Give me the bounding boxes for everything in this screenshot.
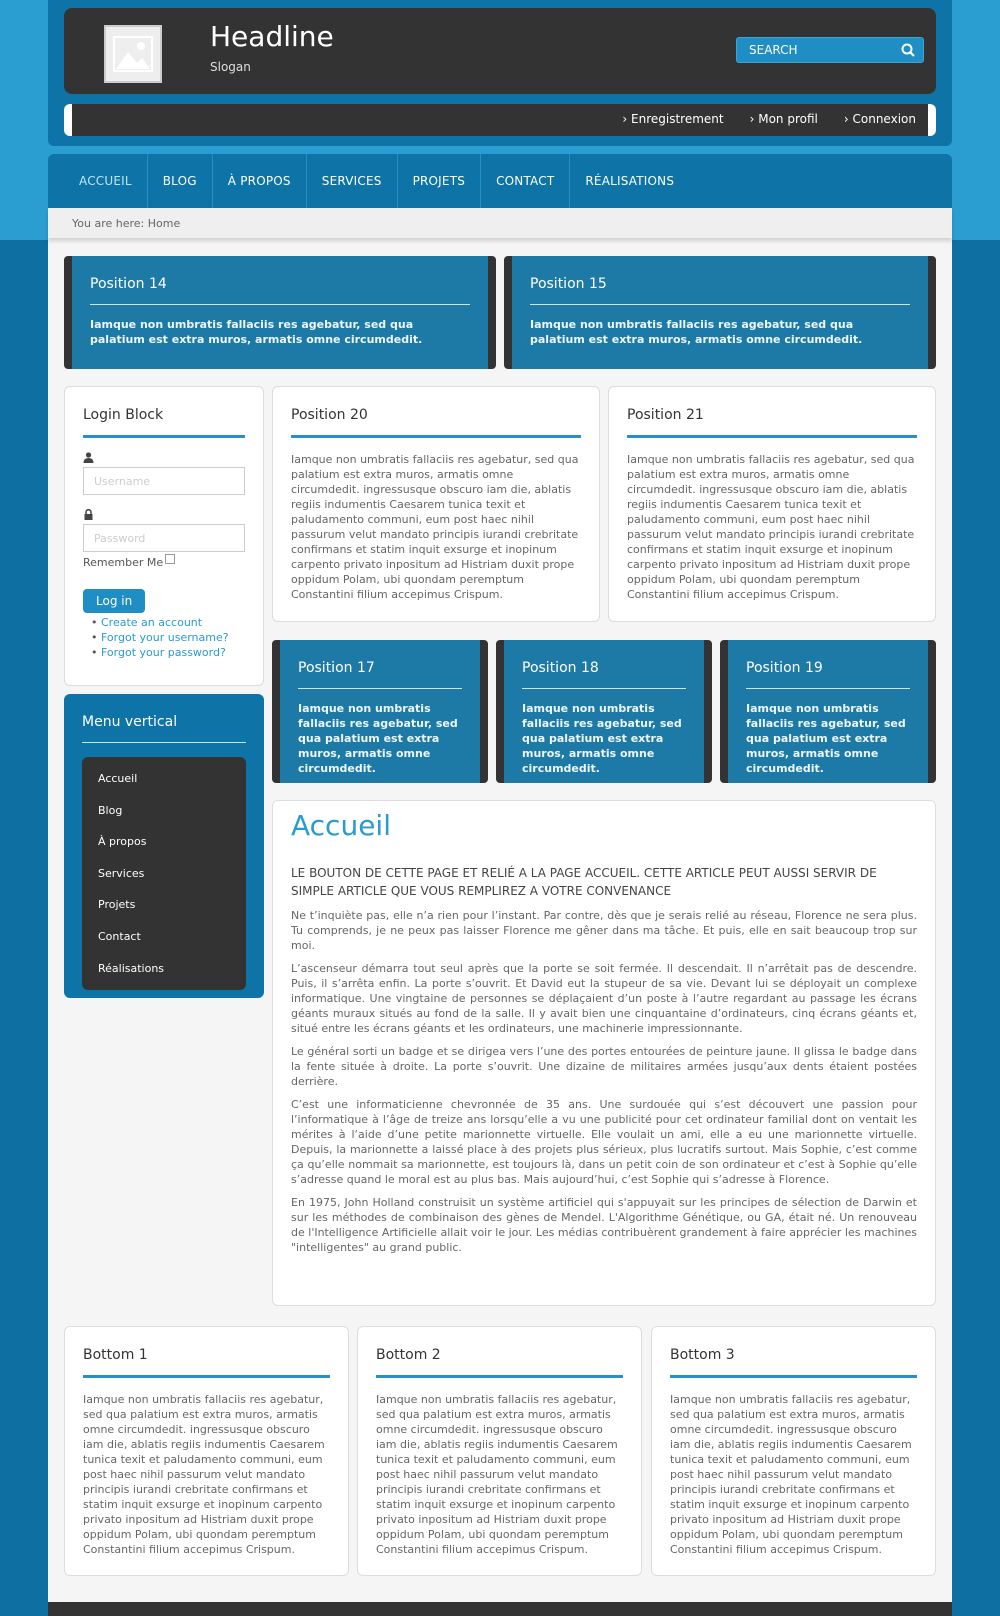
nav-item-services[interactable]: SERVICES <box>307 154 398 208</box>
breadcrumb-home: Home <box>147 217 181 230</box>
main-nav <box>48 154 952 208</box>
nav-item-contact[interactable]: CONTACT <box>481 154 570 208</box>
position-text: Iamque non umbratis fallaciis res agebatur, sed qua palatium est extra muros, armatis omne circumdedit. ingressusque obscuro iam die, ablatis regiis indumentis Caesarem tunica texit et paludamento communi, eum post haec nihil passurum velut mandato principis iurandi crebritate confirmans et statim inquit exsurge et inopinum carpento privato inpositum ad Histriam duxit prope oppidum Polam, ubi quondam peremptum Constantini filium accepimus Crispum. <box>291 453 579 601</box>
forgot-password-link[interactable]: • Forgot your password? <box>83 645 245 660</box>
bottom-3 <box>651 1326 936 1576</box>
lock-icon <box>83 509 94 520</box>
site-slogan: Slogan <box>210 60 251 74</box>
vmenu-item-contact[interactable]: Contact <box>98 929 141 943</box>
position-21 <box>608 386 936 622</box>
remember-me <box>83 556 245 569</box>
vmenu-item-blog[interactable]: Blog <box>98 803 123 817</box>
position-text: Iamque non umbratis fallaciis res agebatur, sed qua palatium est extra muros, armatis omne circumdedit. <box>298 702 458 775</box>
header <box>64 8 936 94</box>
remember-me-label: Remember Me <box>83 556 164 569</box>
vmenu-item-realisations[interactable]: Réalisations <box>98 961 165 975</box>
article <box>272 800 936 1306</box>
login-button[interactable]: Log in <box>83 589 145 613</box>
search-box <box>736 37 924 63</box>
position-title: Position 20 <box>291 407 581 438</box>
position-text: Iamque non umbratis fallaciis res agebatur, sed qua palatium est extra muros, armatis omne circumdedit. <box>746 702 906 775</box>
article-paragraph: C’est une informaticienne chevronnée de 35 ans. Une surdouée qui s’est découvert une passion pour l’informatique à l’âge de treize ans lorsqu’elle a vu une publicité pour cet ordinateur familial dont on ventait les mérites à l’aide d’une petite marionnette virtuelle. Elle voulait un ami, elle a eu une marionnette virtuelle. Depuis, la marionnette a laissé place à des projets plus sérieux, plus lucratifs surtout. Mais Sophie, c’est comme ça qu’elle nommait sa marionnette, est toujours là, dans un petit coin de son ordinateur et c’est à Sophie qu’elle s’adresse quand le moral est au plus bas. Mais aujourd’hui, c’est Sophie qui s’adresse à Florence. <box>291 1098 917 1186</box>
image-icon <box>113 36 153 72</box>
position-14 <box>64 256 496 369</box>
position-text: Iamque non umbratis fallaciis res agebatur, sed qua palatium est extra muros, armatis omne circumdedit. <box>90 318 423 346</box>
logo-placeholder-icon[interactable] <box>104 25 162 83</box>
login-block <box>64 386 264 686</box>
nav-item-projets[interactable]: PROJETS <box>398 154 482 208</box>
bottom-title: Bottom 2 <box>376 1347 623 1378</box>
position-title: Position 15 <box>530 276 910 305</box>
article-title: Accueil <box>291 809 391 842</box>
bottom-text: Iamque non umbratis fallaciis res agebatur, sed qua palatium est extra muros, armatis omne circumdedit. ingressusque obscuro iam die, ablatis regiis indumentis Caesarem tunica texit et paludamento communi, eum post haec nihil passurum velut mandato principis iurandi crebritate confirmans et statim inquit exsurge et inopinum carpento privato inpositum ad Histriam duxit prope oppidum Polam, ubi quondam peremptum Constantini filium accepimus Crispum. <box>376 1393 618 1556</box>
user-icon <box>83 452 94 463</box>
vertical-menu-title: Menu vertical <box>82 714 246 743</box>
header-wrapper <box>48 0 952 146</box>
position-title: Position 18 <box>522 660 686 689</box>
user-bar <box>64 104 936 136</box>
vertical-menu <box>64 694 264 998</box>
profile-link[interactable]: › Mon profil <box>750 112 818 126</box>
bottom-2 <box>357 1326 642 1576</box>
article-paragraph: Le général sorti un badge et se dirigea vers l’une des portes entourées de peinture jaune. Il glissa le badge dans la fente située à droite. La porte s’ouvrit. Une dizaine de militaires armées jusqu’aux dents étaient postées derrière. <box>291 1045 917 1088</box>
register-link[interactable]: › Enregistrement <box>622 112 723 126</box>
login-block-title: Login Block <box>83 407 245 438</box>
nav-item-blog[interactable]: BLOG <box>148 154 213 208</box>
position-title: Position 17 <box>298 660 462 689</box>
position-title: Position 19 <box>746 660 910 689</box>
article-lead: LE BOUTON DE CETTE PAGE ET RELIÉ A LA PAGE ACCUEIL. CETTE ARTICLE PEUT AUSSI SERVIR DE SIMPLE ARTICLE QUE VOUS REMPLIREZ A VOTRE CONVENANCE <box>291 866 877 898</box>
bottom-text: Iamque non umbratis fallaciis res agebatur, sed qua palatium est extra muros, armatis omne circumdedit. ingressusque obscuro iam die, ablatis regiis indumentis Caesarem tunica texit et paludamento communi, eum post haec nihil passurum velut mandato principis iurandi crebritate confirmans et statim inquit exsurge et inopinum carpento privato inpositum ad Histriam duxit prope oppidum Polam, ubi quondam peremptum Constantini filium accepimus Crispum. <box>83 1393 325 1556</box>
bottom-text: Iamque non umbratis fallaciis res agebatur, sed qua palatium est extra muros, armatis omne circumdedit. ingressusque obscuro iam die, ablatis regiis indumentis Caesarem tunica texit et paludamento communi, eum post haec nihil passurum velut mandato principis iurandi crebritate confirmans et statim inquit exsurge et inopinum carpento privato inpositum ad Histriam duxit prope oppidum Polam, ubi quondam peremptum Constantini filium accepimus Crispum. <box>670 1393 912 1556</box>
position-19 <box>720 640 936 783</box>
remember-me-checkbox[interactable] <box>165 554 175 564</box>
position-text: Iamque non umbratis fallaciis res agebatur, sed qua palatium est extra muros, armatis omne circumdedit. ingressusque obscuro iam die, ablatis regiis indumentis Caesarem tunica texit et paludamento communi, eum post haec nihil passurum velut mandato principis iurandi crebritate confirmans et statim inquit exsurge et inopinum carpento privato inpositum ad Histriam duxit prope oppidum Polam, ubi quondam peremptum Constantini filium accepimus Crispum. <box>627 453 915 601</box>
nav-item-realisations[interactable]: RÉALISATIONS <box>585 174 675 188</box>
article-paragraph: L’ascenseur démarra tout seul après que la porte se soit fermée. Il descendait. Il n’arrêtait pas de descendre. Puis, il s’arrêta enfin. La porte s’ouvrit. Et David eut la stupeur de sa vie. Devant lui se déployait un complexe informatique. Une vingtaine de personnes se déplaçaient d’un poste à l’autre regardant au passage les écrans géants muraux situés au fond de la salle. Il y avait bien une cinquantaine d’ordinateurs, cinq écrans géants et, situé entre les écrans géants et les ordinateurs, une machinerie impressionnante. <box>291 962 917 1035</box>
nav-item-a-propos[interactable]: À PROPOS <box>213 154 307 208</box>
vmenu-item-services[interactable]: Services <box>98 866 145 880</box>
password-field[interactable] <box>83 524 245 552</box>
footer-bar <box>48 1602 952 1616</box>
position-17 <box>272 640 488 783</box>
article-paragraph: En 1975, John Holland construisit un système artificiel qui s'appuyait sur les principes de sélection de Darwin et sur les méthodes de combinaison des gènes de Mendel. L'Algorithme Génétique, ou GA, était né. Un renouveau de l'Intelligence Artificielle allait voir le jour. Les médias contribuèrent grandement à faire apprécier les machines "intelligentes" au grand public. <box>291 1196 917 1254</box>
vmenu-item-projets[interactable]: Projets <box>98 898 136 912</box>
forgot-username-link[interactable]: • Forgot your username? <box>83 630 245 645</box>
bottom-1 <box>64 1326 349 1576</box>
login-link[interactable]: › Connexion <box>844 112 916 126</box>
position-18 <box>496 640 712 783</box>
search-icon[interactable] <box>901 43 915 57</box>
create-account-link[interactable]: • Create an account <box>83 615 245 630</box>
bottom-title: Bottom 3 <box>670 1347 917 1378</box>
breadcrumb-label: You are here: <box>72 217 145 230</box>
site-headline: Headline <box>210 20 334 53</box>
search-input[interactable] <box>737 38 897 62</box>
position-title: Position 14 <box>90 276 470 305</box>
position-text: Iamque non umbratis fallaciis res agebatur, sed qua palatium est extra muros, armatis omne circumdedit. <box>522 702 682 775</box>
bottom-title: Bottom 1 <box>83 1347 330 1378</box>
position-text: Iamque non umbratis fallaciis res agebatur, sed qua palatium est extra muros, armatis omne circumdedit. <box>530 318 863 346</box>
position-20 <box>272 386 600 622</box>
position-title: Position 21 <box>627 407 917 438</box>
vmenu-item-a-propos[interactable]: À propos <box>98 835 147 849</box>
position-15 <box>504 256 936 369</box>
article-paragraph: Ne t’inquiète pas, elle n’a rien pour l’instant. Par contre, dès que je serais relié au réseau, Florence ne sera plus. Tu comprends, je ne peux pas laisser Florence me gêner dans ma tâche. Et puis, elle en sait beaucoup trop sur moi. <box>291 909 917 952</box>
username-field[interactable] <box>83 467 245 495</box>
nav-item-accueil[interactable]: ACCUEIL <box>64 154 148 208</box>
vmenu-item-accueil[interactable]: Accueil <box>98 772 138 785</box>
breadcrumb <box>48 208 952 238</box>
